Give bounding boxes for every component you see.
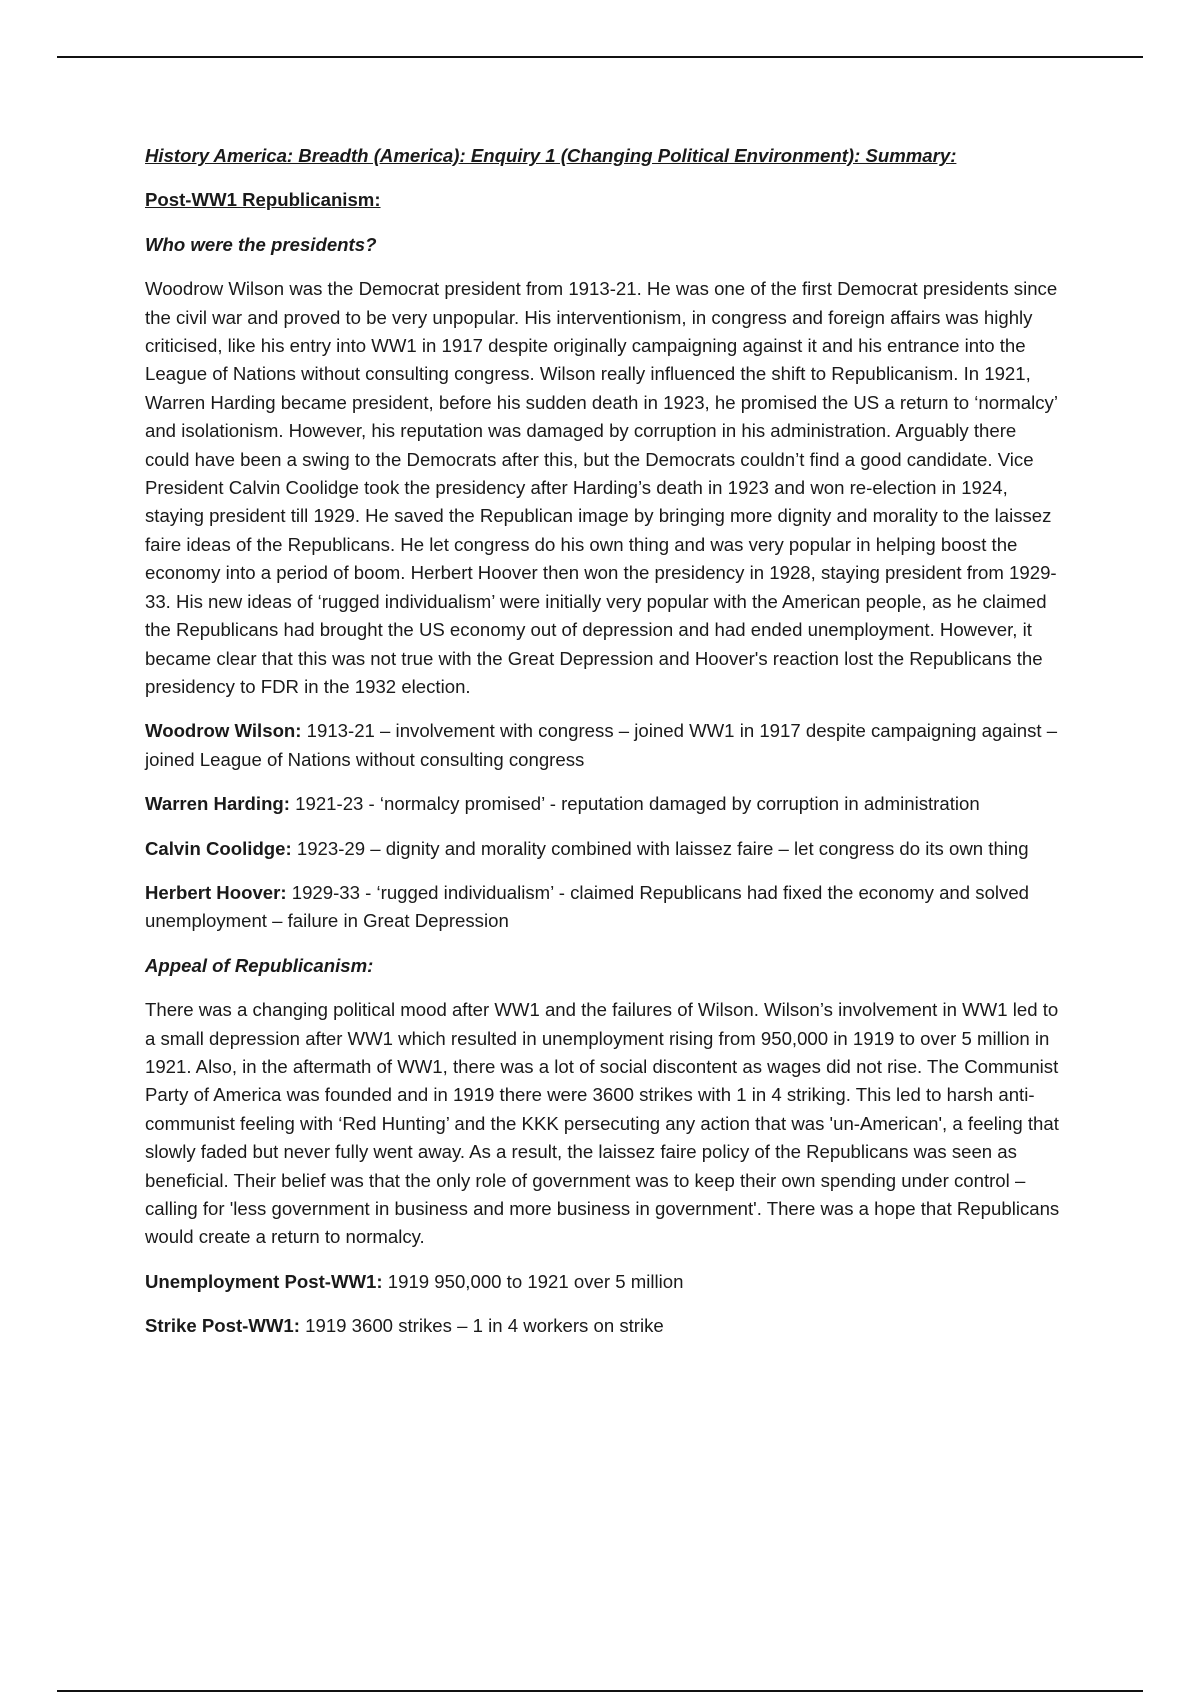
bottom-page-rule [57, 1690, 1143, 1692]
summary-text: 1921-23 - ‘normalcy promised’ - reputation damaged by corruption in administration [289, 793, 980, 815]
top-page-rule [57, 56, 1143, 58]
summary-item-hoover [145, 879, 1060, 936]
fact-text: 1919 3600 strikes – 1 in 4 workers on strike [299, 1315, 664, 1337]
summary-text: 1913-21 – involvement with congress – joined WW1 in 1917 despite campaigning against – joined League of Nations without consulting congress [145, 720, 1058, 770]
summary-term: Calvin Coolidge: [145, 837, 292, 859]
summary-item-harding [145, 790, 1060, 818]
summary-term: Woodrow Wilson: [145, 720, 302, 742]
summary-item-wilson [145, 717, 1060, 774]
fact-item-unemployment [145, 1268, 1060, 1296]
fact-text: 1919 950,000 to 1921 over 5 million [382, 1270, 684, 1292]
document-title: History America: Breadth (America): Enquiry 1 (Changing Political Environment): Summary: [145, 145, 957, 166]
summary-text: 1929-33 - ‘rugged individualism’ - claimed Republicans had fixed the economy and solved unemployment – failure in Great Depression [145, 881, 1030, 932]
document-body [145, 142, 1060, 1357]
fact-item-strikes [145, 1312, 1060, 1340]
summary-term: Herbert Hoover: [145, 881, 287, 903]
summary-text: 1923-29 – dignity and morality combined with laissez faire – let congress do its own thing [291, 837, 1029, 859]
section-heading-post-ww1-republicanism: Post-WW1 Republicanism: [145, 189, 381, 211]
fact-term: Unemployment Post-WW1: [145, 1270, 383, 1292]
summary-item-coolidge [145, 835, 1060, 863]
subheading-presidents: Who were the presidents? [145, 233, 377, 255]
fact-term: Strike Post-WW1: [145, 1315, 300, 1337]
presidents-paragraph: Woodrow Wilson was the Democrat president from 1913-21. He was one of the first Democrat presidents since the civil war and proved to be very unpopular. His interventionism, in congress and foreign affairs was highly criticised, like his entry into WW1 in 1917 despite originally campaigning against it and his entrance into the League of Nations without consulting congress. Wilson really influenced the shift to Republicanism. In 1921, Warren Harding became president, before his sudden death in 1923, he promised the US a return to ‘normalcy’ and isolationism. However, his reputation was damaged by corruption in his administration. Arguably there could have been a swing to the Democrats after this, but the Democrats couldn’t find a good candidate. Vice President Calvin Coolidge took the presidency after Harding’s death in 1923 and won re-election in 1924, staying president till 1929. He saved the Republican image by bringing more dignity and morality to the laissez faire ideas of the Republicans. He let congress do his own thing and was very popular in helping boost the economy into a period of boom. Herbert Hoover then won the presidency in 1928, staying president from 1929-33. His new ideas of ‘rugged individualism’ were initially very popular with the American people, as he claimed the Republicans had brought the US economy out of depression and had ended unemployment. However, it became clear that this was not true with the Great Depression and Hoover's reaction lost the Republicans the presidency to FDR in the 1932 election. [145, 278, 1058, 697]
appeal-paragraph: There was a changing political mood after WW1 and the failures of Wilson. Wilson’s involvement in WW1 led to a small depression after WW1 which resulted in unemployment rising from 950,000 in 1919 to over 5 million in 1921. Also, in the aftermath of WW1, there was a lot of social discontent as wages did not rise. The Communist Party of America was founded and in 1919 there were 3600 strikes with 1 in 4 striking. This led to harsh anti-communist feeling with ‘Red Hunting’ and the KKK persecuting any action that was 'un-American', a feeling that slowly faded but never fully went away. As a result, the laissez faire policy of the Republicans was seen as beneficial. Their belief was that the only role of government was to keep their own spending under control – calling for 'less government in business and more business in government'. There was a hope that Republicans would create a return to normalcy. [145, 999, 1060, 1248]
summary-term: Warren Harding: [145, 793, 290, 815]
subheading-appeal: Appeal of Republicanism: [145, 954, 374, 976]
